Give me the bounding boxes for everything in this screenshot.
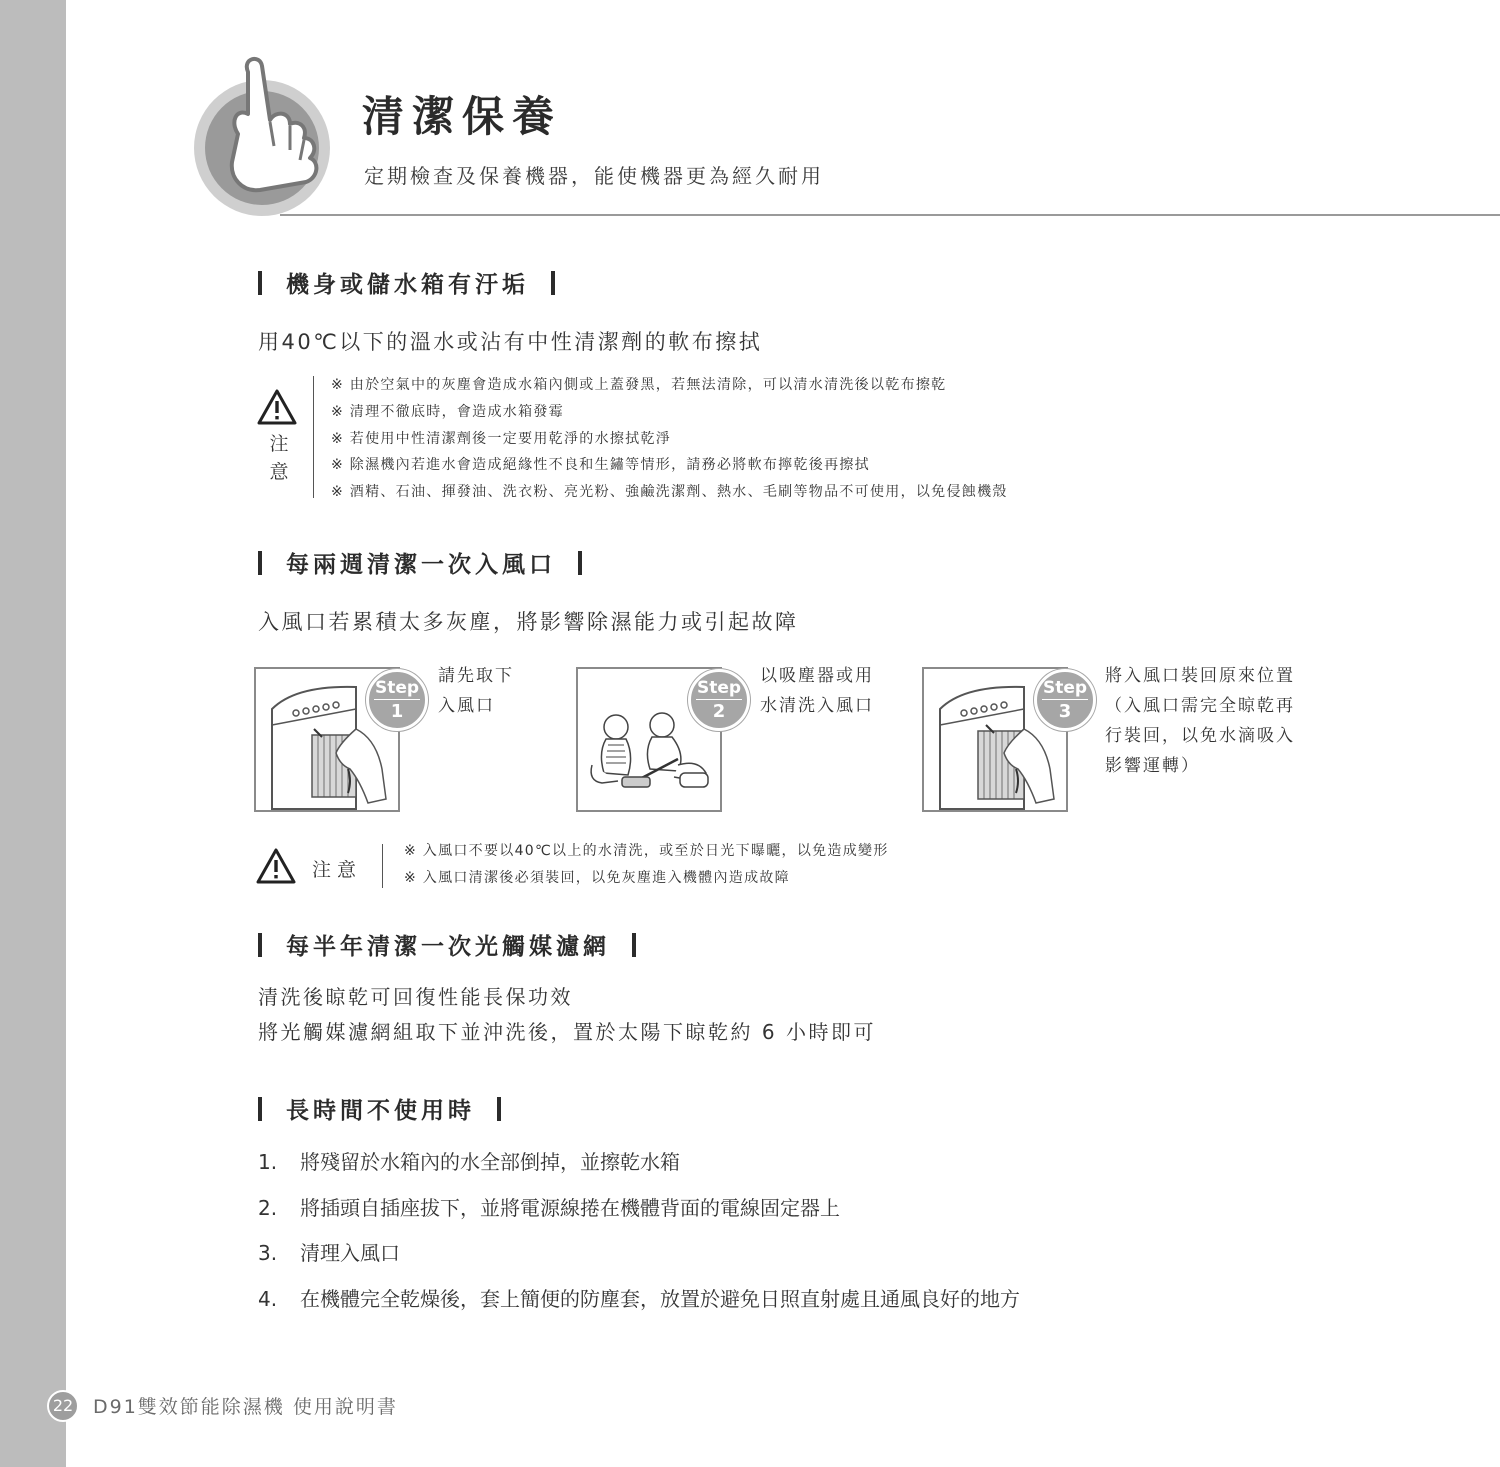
warning-triangle-icon — [257, 389, 297, 425]
caution-divider — [382, 844, 383, 888]
caution-note: ※ 酒精、石油、揮發油、洗衣粉、亮光粉、強鹼洗潔劑、熱水、毛刷等物品不可使用，以免侵蝕機殼 — [331, 484, 1008, 501]
caution-note: ※ 由於空氣中的灰塵會造成水箱內側或上蓋發黑，若無法清除，可以清水清洗後以乾布擦乾 — [331, 377, 947, 393]
pointing-hand-icon — [190, 50, 340, 220]
heading-bar-right — [632, 933, 636, 957]
list-item-text: 清理入風口 — [300, 1241, 400, 1265]
step-word: Step — [1042, 678, 1088, 698]
footer-doc-title: D91雙效節能除濕機 使用說明書 — [93, 1396, 398, 1418]
caution-note: ※ 入風口清潔後必須裝回，以免灰塵進入機體內造成故障 — [404, 869, 790, 886]
section-heading-text: 機身或儲水箱有汙垢 — [286, 272, 529, 298]
instruction-line: 清洗後晾乾可回復性能長保功效 — [258, 985, 573, 1009]
page-title: 清潔保養 — [362, 92, 563, 141]
caution-label-char-2: 意 — [269, 461, 289, 483]
caution-notes — [331, 372, 1008, 506]
storage-steps-list — [258, 1140, 1020, 1322]
list-item — [258, 1140, 1020, 1186]
section-heading-text: 每兩週清潔一次入風口 — [286, 552, 556, 578]
step-instruction-line: 請先取下 — [438, 666, 514, 686]
caution-label-char-1: 注 — [269, 433, 289, 455]
step-2-badge — [688, 669, 750, 731]
step-badge-line — [696, 699, 742, 700]
step-instruction-line: 水清洗入風口 — [760, 696, 874, 716]
section-heading-text: 每半年清潔一次光觸媒濾網 — [286, 934, 610, 960]
step-badge-line — [1042, 699, 1088, 700]
caution-note: ※ 入風口不要以40℃以上的水清洗，或至於日光下曝曬，以免造成變形 — [404, 843, 889, 859]
step-3-badge — [1034, 669, 1096, 731]
caution-block-dirt — [255, 372, 1135, 502]
step-number: 1 — [390, 701, 404, 722]
list-item-number: 2. — [258, 1195, 278, 1220]
section-heading-filter — [258, 928, 636, 961]
list-item-number: 3. — [258, 1241, 278, 1265]
heading-bar-left — [258, 1097, 262, 1121]
instruction-line: 將光觸媒濾網組取下並沖洗後，置於太陽下晾乾約 6 小時即可 — [258, 1020, 876, 1044]
page-number-badge: 22 — [47, 1390, 79, 1422]
step-instruction-line: 入風口 — [438, 696, 495, 716]
step-1-badge — [366, 669, 428, 731]
caution-label — [267, 430, 291, 486]
caution-label: 注意 — [312, 859, 363, 881]
step-instruction-line: 行裝回，以免水滴吸入 — [1105, 726, 1295, 746]
heading-bar-left — [258, 933, 262, 957]
caution-notes — [404, 838, 889, 892]
side-bar — [0, 0, 66, 1467]
step-2-instructions — [760, 661, 874, 721]
warning-triangle-icon — [256, 848, 296, 884]
caution-note: ※ 除濕機內若進水會造成絕緣性不良和生鏽等情形，請務必將軟布擰乾後再擦拭 — [331, 457, 870, 474]
section-heading-intake — [258, 546, 582, 579]
heading-bar-right — [551, 271, 555, 295]
step-instruction-line: （入風口需完全晾乾再 — [1105, 696, 1295, 716]
step-instruction-line: 將入風口裝回原來位置 — [1105, 666, 1295, 686]
section-heading-storage — [258, 1092, 501, 1125]
section-heading-text: 長時間不使用時 — [286, 1098, 475, 1124]
list-item — [258, 1186, 1020, 1232]
step-instruction-line: 影響運轉） — [1105, 756, 1200, 776]
caution-note: ※ 清理不徹底時，會造成水箱發霉 — [331, 403, 564, 420]
caution-block-intake — [256, 840, 956, 896]
list-item-number: 4. — [258, 1286, 278, 1311]
header-divider — [280, 214, 1500, 216]
step-1-instructions — [438, 661, 514, 721]
section-lead-dirt: 用40℃以下的溫水或沾有中性清潔劑的軟布擦拭 — [258, 330, 763, 354]
list-item-text: 在機體完全乾燥後，套上簡便的防塵套，放置於避免日照直射處且通風良好的地方 — [300, 1286, 1020, 1311]
section-lead-intake: 入風口若累積太多灰塵，將影響除濕能力或引起故障 — [258, 610, 799, 634]
list-item — [258, 1231, 1020, 1277]
list-item — [258, 1277, 1020, 1323]
caution-note: ※ 若使用中性清潔劑後一定要用乾淨的水擦拭乾淨 — [331, 430, 672, 447]
step-badge-line — [374, 699, 420, 700]
section-heading-dirt — [258, 266, 555, 299]
step-number: 2 — [712, 701, 726, 722]
heading-bar-right — [578, 551, 582, 575]
step-instruction-line: 以吸塵器或用 — [760, 666, 874, 686]
list-item-text: 將殘留於水箱內的水全部倒掉，並擦乾水箱 — [300, 1150, 680, 1174]
heading-bar-right — [497, 1097, 501, 1121]
filter-instructions — [258, 980, 876, 1050]
heading-bar-left — [258, 271, 262, 295]
heading-bar-left — [258, 551, 262, 575]
step-word: Step — [374, 678, 420, 698]
step-number: 3 — [1058, 701, 1072, 722]
step-word: Step — [696, 678, 742, 698]
page-subtitle: 定期檢查及保養機器，能使機器更為經久耐用 — [364, 164, 824, 188]
step-3-instructions — [1105, 661, 1295, 781]
list-item-text: 將插頭自插座拔下，並將電源線捲在機體背面的電線固定器上 — [300, 1195, 840, 1220]
caution-divider — [313, 376, 314, 498]
list-item-number: 1. — [258, 1150, 278, 1174]
